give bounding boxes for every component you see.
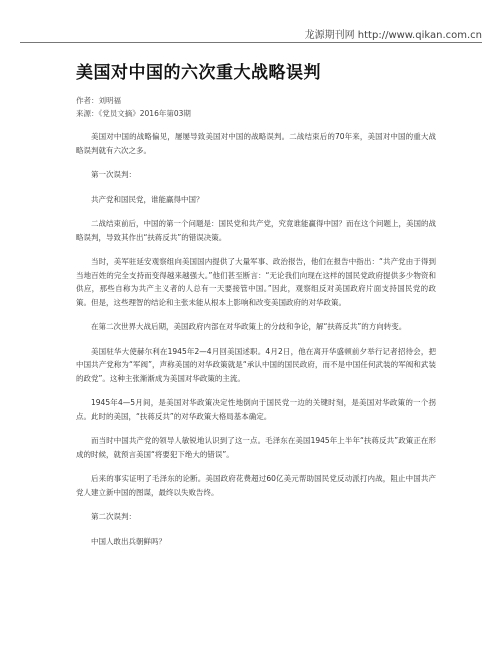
section-question-1: 共产党和国民党，谁能赢得中国？ (91, 194, 204, 204)
site-header: 龙源期刊网 http://www.qikan.com.cn (304, 30, 482, 41)
article-author: 作者：刘明福 (76, 96, 121, 105)
paragraph: 而当时中国共产党的领导人敏锐地认识到了这一点。毛泽东在美国1945年上半年“扶蒋反共”政策正在形成的时候，就预言美国“将要犯下绝大的错误”。 (76, 436, 436, 459)
header-divider (20, 42, 482, 43)
article-title: 美国对中国的六次重大战略误判 (76, 63, 321, 83)
paragraph: 在第二次世界大战后期，美国政府内部在对华政策上的分歧和争论，解“扶蒋反共”的方向转变。 (91, 322, 407, 331)
article-body (76, 62, 436, 559)
paragraph: 后来的事实证明了毛泽东的论断。美国政府花费超过60亿美元帮助国民党反动派打内战，阻止中国共产党人建立新中国的图谋，最终以失败告终。 (76, 474, 436, 497)
section-question-2: 中国人敢出兵朝鲜吗？ (91, 536, 166, 546)
article-meta (76, 94, 436, 120)
paragraph: 1945年4—5月间，是美国对华政策决定性地倒向于国民党一边的关键时刻，是美国对华政策的一个拐点。此时的美国，“扶蒋反共”的对华政策大格局基本确定。 (76, 398, 436, 421)
paragraph-intro: 美国对中国的战略偏见，屡屡导致美国对中国的战略误判。二战结束后的70年来，美国对中国的重大战略误判就有六次之多。 (76, 132, 436, 155)
section-heading-1: 第一次误判： (91, 170, 136, 179)
paragraph: 美国驻华大使赫尔利在1945年2—4月回美国述职。4月2日，他在离开华盛顿前夕举行记者招待会，把中国共产党称为“军阀”，声称美国的对华政策就是“承认中国的国民政府，而不是中国任何武装的军阀和武装的政党”。这种主张渐渐成为美国对华政策的主流。 (76, 346, 436, 383)
paragraph: 当时，美军驻延安观察组向美国国内提供了大量军事、政治报告，他们在报告中指出：“共产党由于得到当地百姓的完全支持而变得越来越强大。”他们甚至断言：“无论我们向现在这样的国民党政府提供多少物资和供应，那些自称为共产主义者的人总有一天要接管中国。”因此，观察组反对美国政府片面支持国民党的政策。但是，这些理智的结论和主张未能从根本上影响和改变美国政府的对华政策。 (76, 257, 436, 307)
article-source: 来源：《党员文摘》2016年第03期 (76, 109, 191, 118)
section-heading-2: 第二次误判： (91, 512, 136, 521)
paragraph: 二战结束前后，中国的第一个问题是：国民党和共产党，究竟谁能赢得中国？而在这个问题上，美国的战略误判，导致其作出“扶蒋反共”的错误决策。 (76, 219, 436, 242)
